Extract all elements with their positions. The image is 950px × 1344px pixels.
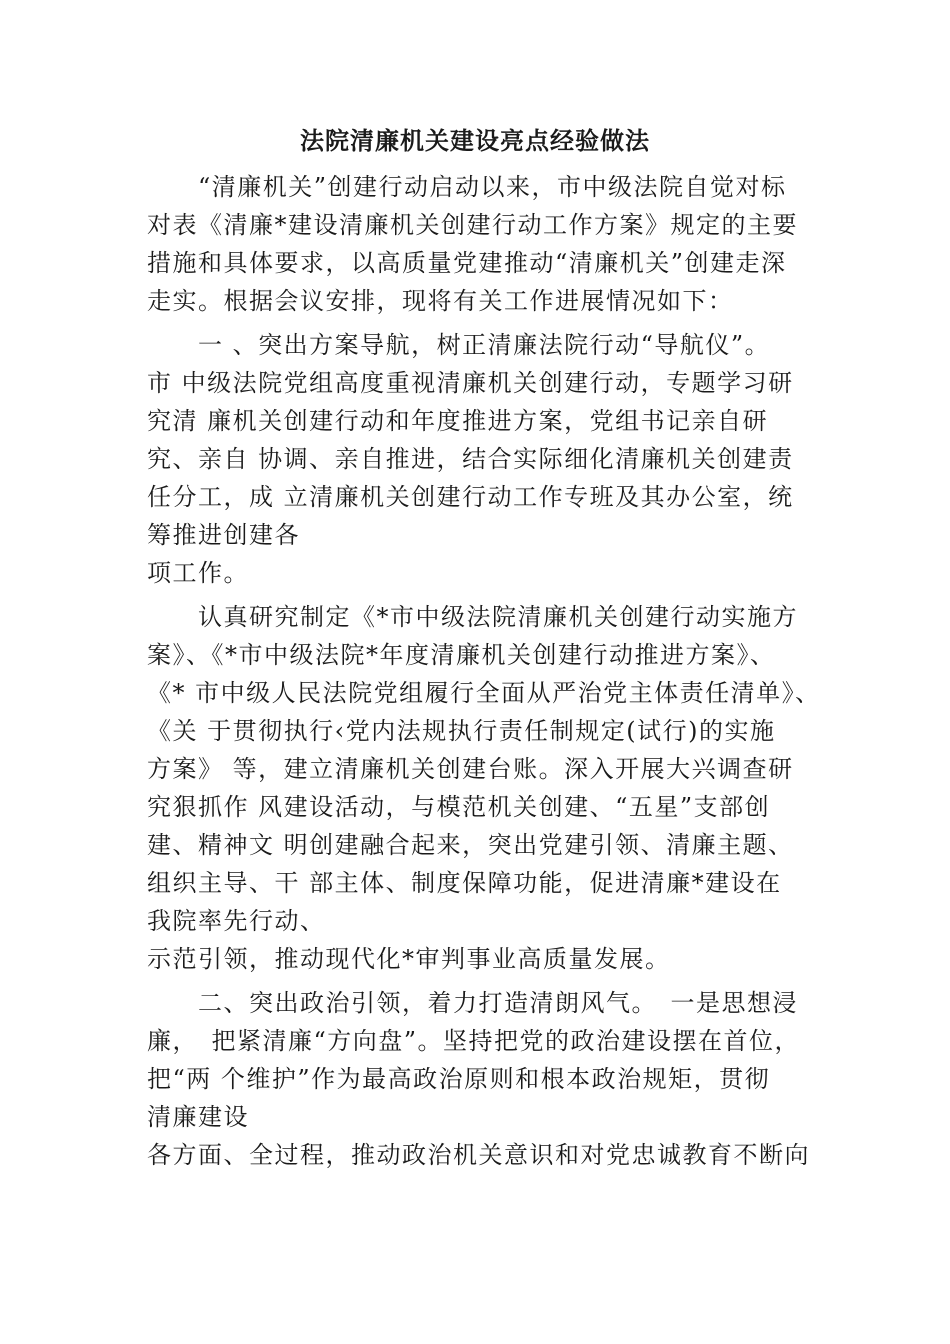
body-line: 清廉建设 [147,1103,249,1131]
body-line: 《* 市中级人民法院党组履行全面从严治党主体责任清单》、 [147,679,821,707]
body-line: 把“两 个维护”作为最高政治原则和根本政治规矩，贯彻 [147,1065,771,1093]
body-line: 组织主导、干 部主体、制度保障功能，促进清廉*建设在 [147,869,782,897]
section-heading-two: 二、突出政治引领，着力打造清朗风气。 一是思想浸 [147,989,798,1017]
document-title: 法院清廉机关建设亮点经验做法 [300,127,650,155]
body-line: 我院率先行动、 [147,907,326,935]
body-line: 措施和具体要求，以高质量党建推动“清廉机关”创建走深 [147,249,787,277]
body-line: 《关 于贯彻执行‹党内法规执行责任制规定(试行)的实施 [147,717,776,745]
body-line: 方案》 等，建立清廉机关创建台账。深入开展大兴调查研 [147,755,794,783]
body-line: 究、亲自 协调、亲自推进，结合实际细化清廉机关创建责 [147,445,794,473]
body-line: 案》、《*市中级法院*年度清廉机关创建行动推进方案》、 [147,641,776,669]
body-line: 任分工，成 立清廉机关创建行动工作专班及其办公室，统 [147,483,794,511]
body-line: 认真研究制定《*市中级法院清廉机关创建行动实施方 [147,603,798,631]
body-line: 建、精神文 明创建融合起来，突出党建引领、清廉主题、 [147,831,794,859]
body-line: 走实。根据会议安排，现将有关工作进展情况如下： [147,287,734,315]
body-line: 市 中级法院党组高度重视清廉机关创建行动，专题学习研 [147,369,794,397]
body-line: 究清 廉机关创建行动和年度推进方案，党组书记亲自研 [147,407,769,435]
body-line: 项工作。 [147,559,249,587]
body-line: “清廉机关”创建行动启动以来，市中级法院自觉对标 [147,173,787,201]
section-heading-one: 一 、突出方案导航，树正清廉法院行动“导航仪”。 [147,331,771,359]
body-line: 示范引领，推动现代化*审判事业高质量发展。 [147,945,671,973]
body-line: 各方面、全过程，推动政治机关意识和对党忠诚教育不断向 [147,1141,810,1169]
body-line: 究狠抓作 风建设活动，与模范机关创建、“五星”支部创 [147,793,771,821]
body-line: 对表《清廉*建设清廉机关创建行动工作方案》规定的主要 [147,211,798,239]
body-line: 廉， 把紧清廉“方向盘”。坚持把党的政治建设摆在首位， [147,1027,801,1055]
body-line: 筹推进创建各 [147,521,300,549]
